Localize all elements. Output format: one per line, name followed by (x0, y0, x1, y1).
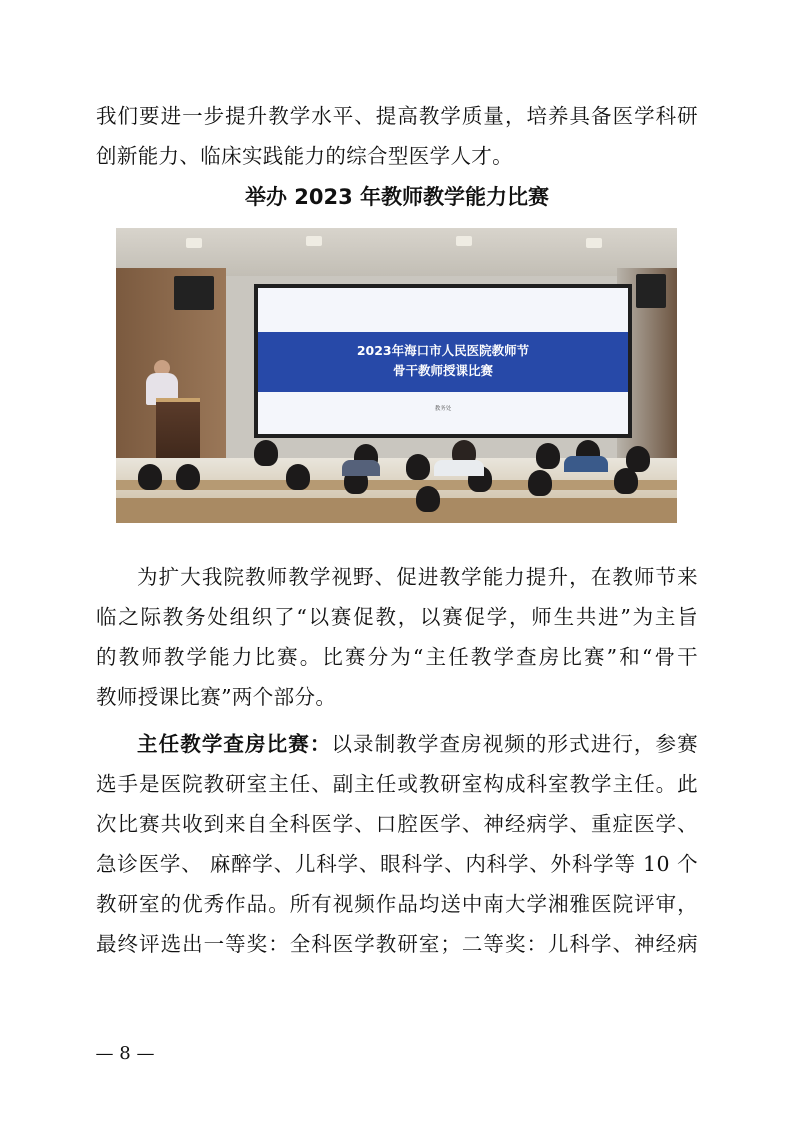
audience-member (138, 464, 162, 490)
ceiling-lamp (186, 238, 202, 248)
paragraph-rounds-line-2: 选手是医院教研室主任、副主任或教研室构成科室教学主任。此 (96, 772, 698, 796)
audience-shirt (564, 456, 608, 472)
paragraph-rounds-line-1 (96, 729, 698, 759)
section-heading: 举办 2023 年教师教学能力比赛 (244, 185, 550, 209)
seat-row (116, 498, 677, 523)
audience-member (406, 454, 430, 480)
page-number: — 8 — (95, 1043, 155, 1064)
ceiling-lamp (456, 236, 472, 246)
event-photo (116, 228, 677, 523)
screen-band (258, 332, 628, 392)
projection-screen (258, 288, 628, 434)
screen-title: 2023年海口市人民医院教师节 (356, 343, 530, 358)
loudspeaker-left (174, 276, 214, 310)
audience-member (614, 468, 638, 494)
audience-member (176, 464, 200, 490)
audience-shirt (434, 460, 484, 476)
paragraph-rounds-line-5: 教研室的优秀作品。所有视频作品均送中南大学湘雅医院评审， (96, 892, 698, 916)
paragraph-intro-line-4: 教师授课比赛”两个部分。 (96, 685, 337, 709)
paragraph-top-line-1: 我们要进一步提升教学水平、提高教学质量，培养具备医学科研 (96, 104, 698, 128)
paragraph-rounds-line-3: 次比赛共收到来自全科医学、口腔医学、神经病学、重症医学、 (96, 812, 698, 836)
seat-row (116, 480, 677, 490)
audience-member (528, 470, 552, 496)
rounds-label: 主任教学查房比赛： (137, 732, 332, 756)
rounds-line-1-text: 以录制教学查房视频的形式进行，参赛 (331, 732, 698, 756)
paragraph-rounds-line-4: 急诊医学、 麻醉学、儿科学、眼科学、内科学、外科学等 10 个 (96, 852, 698, 876)
screen-subtitle: 骨干教师授课比赛 (392, 363, 493, 378)
paragraph-top-line-2: 创新能力、临床实践能力的综合型医学人才。 (96, 144, 513, 168)
audience-member (254, 440, 278, 466)
paragraph-intro-line-2: 临之际教务处组织了“以赛促教，以赛促学，师生共进”为主旨 (96, 605, 698, 629)
paragraph-intro-line-1: 为扩大我院教师教学视野、促进教学能力提升，在教师节来 (137, 565, 698, 589)
audience-member (416, 486, 440, 512)
paragraph-intro-line-3: 的教师教学能力比赛。比赛分为“主任教学查房比赛”和“骨干 (96, 645, 698, 669)
audience-shirt (342, 460, 380, 476)
ceiling-lamp (586, 238, 602, 248)
paragraph-rounds-line-6: 最终评选出一等奖：全科医学教研室；二等奖：儿科学、神经病 (96, 932, 698, 956)
audience-member (536, 443, 560, 469)
ceiling-lamp (306, 236, 322, 246)
audience-member (286, 464, 310, 490)
loudspeaker-right (636, 274, 666, 308)
screen-footer: 教务处 (434, 406, 452, 412)
